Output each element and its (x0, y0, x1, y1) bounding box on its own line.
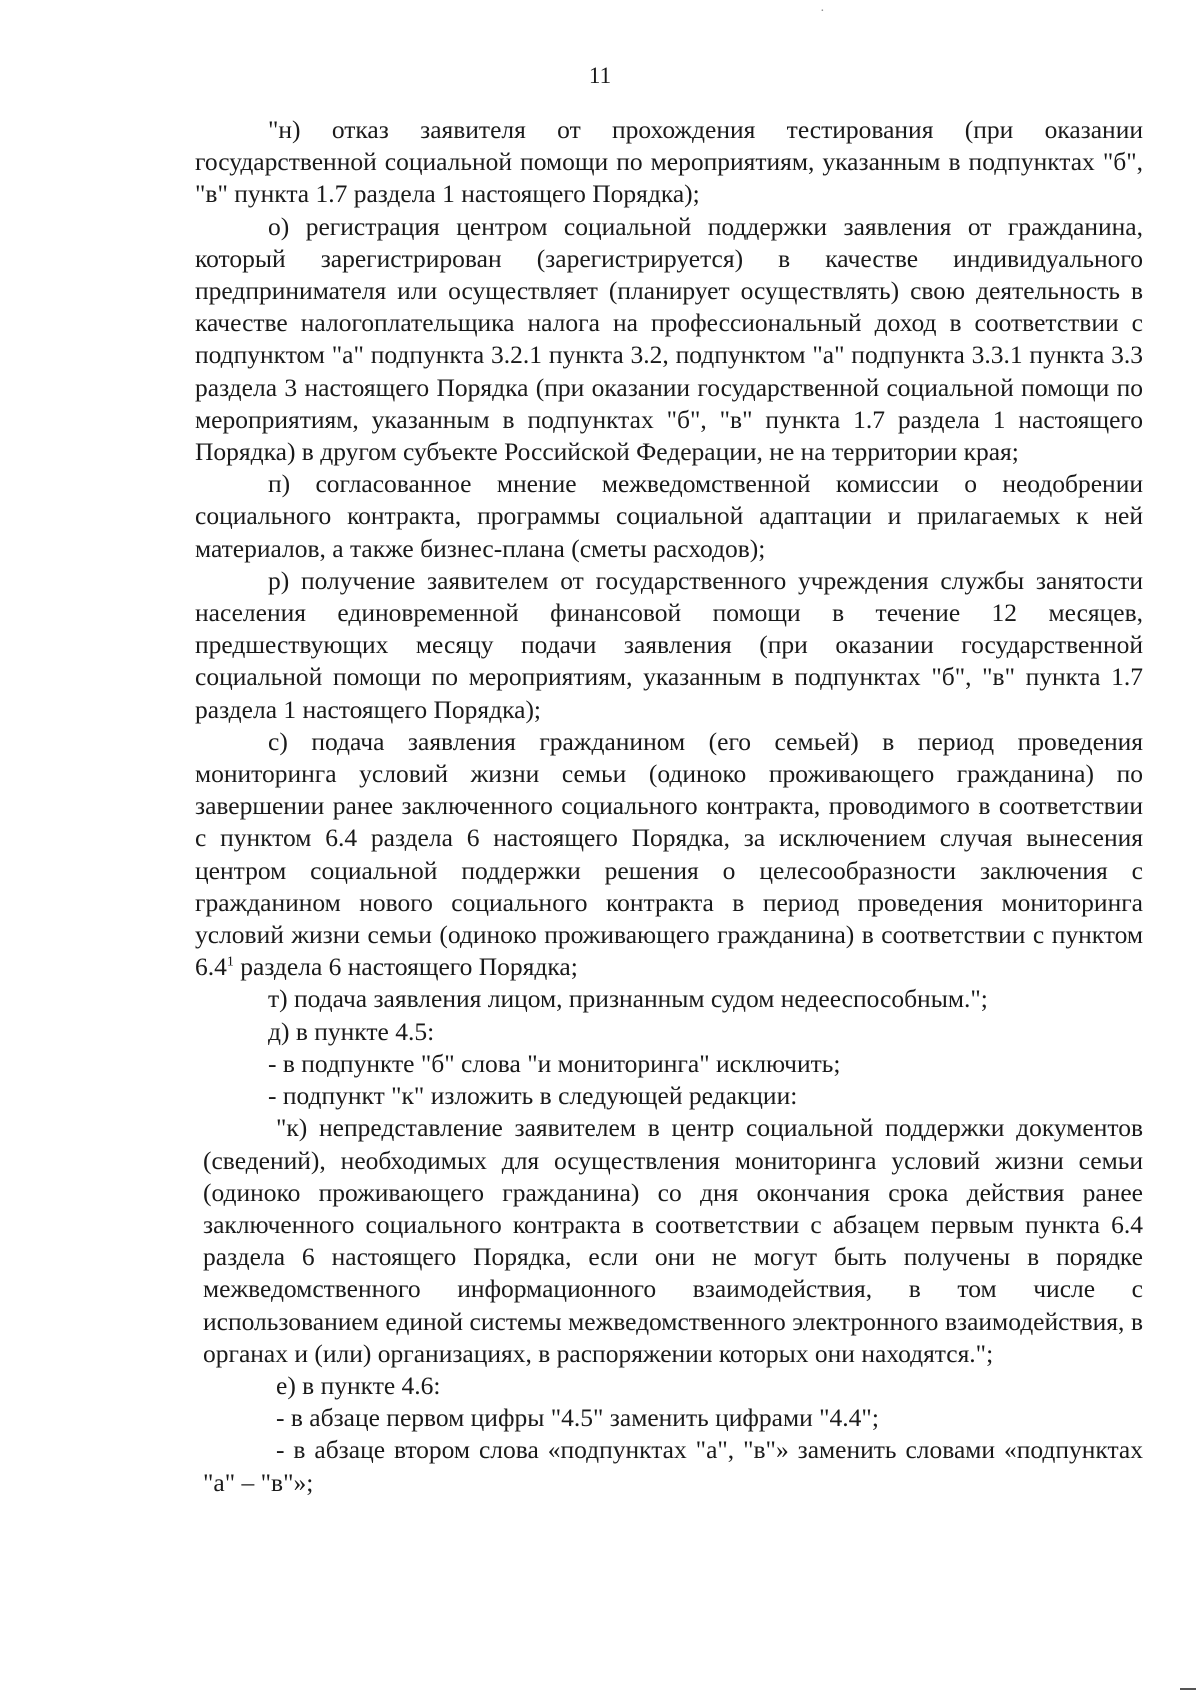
paragraph-e-item-second: - в абзаце втором слова «подпунктах "а", "в"» заменить словами «подпунктах "а" – "в"»; (203, 1435, 1143, 1497)
paragraph-s-tail: раздела 6 настоящего Порядка; (233, 952, 578, 982)
paragraph-d-item-k: - подпункт "к" изложить в следующей редакции: (268, 1081, 798, 1111)
paragraph-s-text: с) подача заявления гражданином (его семьей) в период проведения мониторинга условий жизни семьи (одиноко проживающего гражданина) по завершении ранее заключенного социального контракта, проводимого в соответствии с пунктом 6.4 раздела 6 настоящего Порядка, за исключением случая вынесения центром социальной поддержки решения о целесообразности заключения с гражданином нового социального контракта в период проведения мониторинга условий жизни семьи (одиноко проживающего гражданина) в соответствии с пунктом 6.4 (195, 726, 1143, 982)
paragraph-p: п) согласованное мнение межведомственной комиссии о неодобрении социального контракта, программы социальной адаптации и прилагаемых к ней материалов, а также бизнес-плана (сметы расходов); (195, 469, 1143, 563)
paragraph-n: "н) отказ заявителя от прохождения тестирования (при оказании государственной социальной помощи по мероприятиям, указанным в подпунктах "б", "в" пункта 1.7 раздела 1 настоящего Порядка); (195, 115, 1143, 209)
paragraph-e-item-first: - в абзаце первом цифры "4.5" заменить цифрами "4.4"; (276, 1403, 879, 1433)
paragraph-r: р) получение заявителем от государственного учреждения службы занятости населения единовременной финансовой помощи в течение 12 месяцев, предшествующих месяцу подачи заявления (при оказании государственной социальной помощи по мероприятиям, указанным в подпунктах "б", "в" пункта 1.7 раздела 1 настоящего Порядка); (195, 565, 1143, 724)
paragraph-d-heading: д) в пункте 4.5: (268, 1016, 435, 1046)
paragraph-e-heading: е) в пункте 4.6: (276, 1370, 441, 1400)
footnote-superscript: 1 (226, 954, 234, 970)
document-body (195, 114, 1143, 1499)
paragraph-t: т) подача заявления лицом, признанным судом недееспособным."; (268, 984, 988, 1014)
page-number: 11 (588, 63, 612, 88)
paragraph-s (195, 726, 1143, 984)
edge-mark (1180, 1688, 1196, 1690)
paragraph-k-new-wording: "к) непредставление заявителем в центр социальной поддержки документов (сведений), необходимых для осуществления мониторинга условий жизни семьи (одиноко проживающего гражданина) со дня окончания срока действия ранее заключенного социального контракта в соответствии с абзацем первым пункта 6.4 раздела 6 настоящего Порядка, если они не могут быть получены в порядке межведомственного информационного взаимодействия, в том числе с использованием единой системы межведомственного электронного взаимодействия, в органах и (или) организациях, в распоряжении которых они находятся."; (203, 1113, 1143, 1368)
paragraph-o: о) регистрация центром социальной поддержки заявления от гражданина, который зарегистрирован (зарегистрируется) в качестве индивидуального предпринимателя или осуществляет (планирует осуществлять) свою деятельность в качестве налогоплательщика налога на профессиональный доход в соответствии с подпунктом "а" подпункта 3.2.1 пункта 3.2, подпунктом "а" подпункта 3.3.1 пункта 3.3 раздела 3 настоящего Порядка (при оказании государственной социальной помощи по мероприятиям, указанным в подпунктах "б", "в" пункта 1.7 раздела 1 настоящего Порядка) в другом субъекте Российской Федерации, не на территории края; (195, 211, 1143, 467)
paragraph-d-item-b: - в подпункте "б" слова "и мониторинга" исключить; (268, 1048, 841, 1078)
scan-mark: · (820, 4, 825, 19)
